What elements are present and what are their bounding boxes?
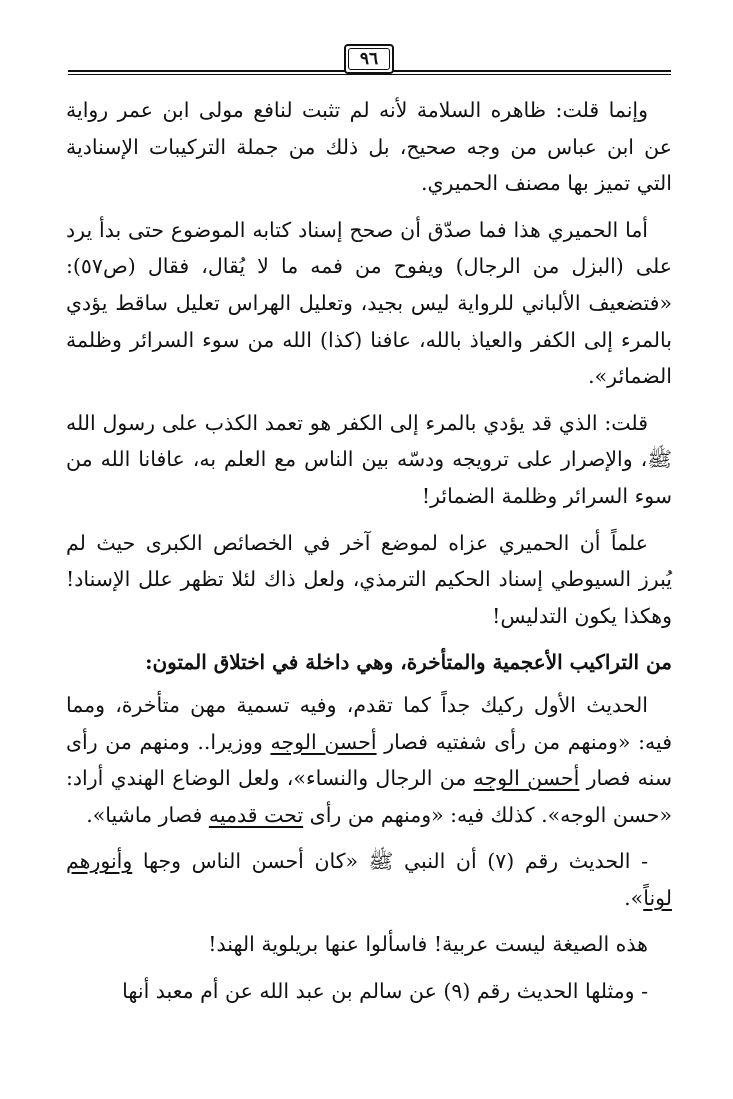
- p5-text-d: فصار ماشيا».: [86, 802, 209, 827]
- p5-text-a: الحديث الأول ركيك جداً كما تقدم، وفيه تسمية مهن متأخرة، ومما فيه: «ومنهم من رأى شفتيه فصار: [66, 692, 672, 754]
- section-heading: من التراكيب الأعجمية والمتأخرة، وهي داخلة في اختلاق المتون:: [145, 650, 672, 675]
- p5-underlined-2: أحسن الوجه: [473, 766, 580, 791]
- paragraph-1: وإنما قلت: ظاهره السلامة لأنه لم تثبت لنافع مولى ابن عمر رواية عن ابن عباس من وجه صحيح، بل ذلك من جملة التركيبات الإسنادية التي تميز بها مصنف الحميري.: [66, 98, 672, 196]
- body-text: [66, 92, 672, 1020]
- paragraph-4: علماً أن الحميري عزاه لموضع آخر في الخصائص الكبرى حيث لم يُبرز السيوطي إسناد الحكيم الترمذي، ولعل ذاك لئلا تظهر علل الإسناد! وهكذا يكون التدليس!: [66, 530, 672, 628]
- p5-text-b: ووزيرا.. ومنهم من رأى سنه فصار: [66, 729, 673, 791]
- paragraph-2: أما الحميري هذا فما صدّق أن صحح إسناد كتابه الموضوع حتى بدأ يرد على (البزل من الرجال) ويفوح من فمه ما لا يُقال، فقال (ص٥٧): «فتضعيف الألباني للرواية ليس بجيد، وتعليل الهراس تعليل ساقط يؤدي بالمرء إلى الكفر والعياذ بالله، عافنا (كذا) الله من سوء السرائر وظلمة الضمائر».: [66, 217, 672, 389]
- paragraph-8: - ومثلها الحديث رقم (٩) عن سالم بن عبد الله عن أم معبد أنها: [122, 979, 648, 1004]
- p6-text-a: - الحديث رقم (٧) أن النبي ﷺ «كان أحسن الناس وجها: [132, 849, 648, 874]
- page-number: [344, 44, 394, 74]
- paragraph-6: [66, 843, 672, 916]
- paragraph-3: قلت: الذي قد يؤدي بالمرء إلى الكفر هو تعمد الكذب على رسول الله ﷺ، والإصرار على ترويجه ودسّه بين الناس مع العلم به، عافانا الله من سوء السرائر وظلمة الضمائر!: [66, 410, 672, 508]
- paragraph-7: هذه الصيغة ليست عربية! فاسألوا عنها بريلوية الهند!: [208, 932, 648, 957]
- p6-underlined: وأنورهم لوناً: [66, 849, 672, 910]
- header-rule-thin: [68, 74, 671, 75]
- p5-text-c: من الرجال والنساء»، ولعل الوضاع الهندي أراد: «حسن الوجه». كذلك فيه: «ومنهم من رأى: [66, 766, 672, 827]
- page-number-text: ٩٦: [359, 49, 379, 69]
- p5-underlined-3: تحت قدميه: [208, 802, 304, 827]
- p6-text-b: ».: [624, 885, 644, 910]
- paragraph-5: [66, 687, 672, 833]
- p5-underlined-1: أحسن الوجه: [270, 729, 377, 754]
